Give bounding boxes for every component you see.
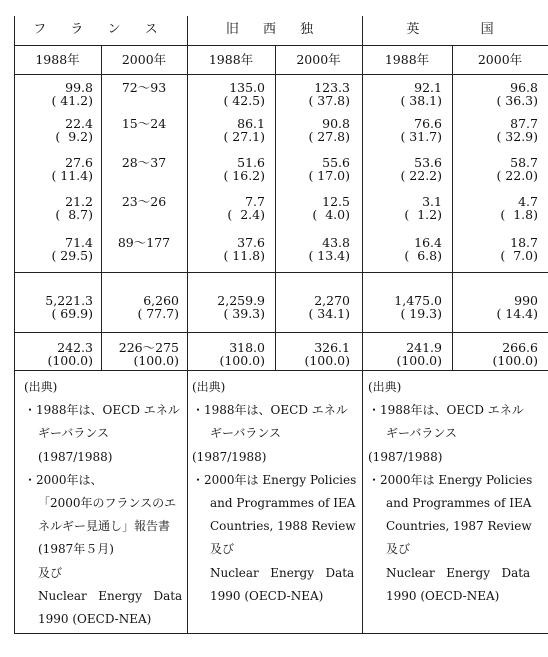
source-notes-france [24,376,182,631]
cell-value: 242.3 [57,340,93,355]
rule [187,16,188,633]
cell-value: 226～275 [118,340,179,355]
cell-value: 51.6 [237,155,265,170]
cell-value: 15～24 [121,116,167,131]
notes-line: ・1988年は、OECD エネル [192,403,348,418]
cell-value: 43.8 [322,235,350,250]
notes-line: (出典) [24,380,58,394]
cell-value: 2,270 [314,293,350,308]
rule [14,332,548,333]
cell-percent: ( 2.4) [227,207,265,222]
year-header: 2000年 [121,52,167,67]
cell-percent: ( 1.2) [404,207,442,222]
cell-percent: ( 69.9) [51,306,93,321]
cell-value: 5,221.3 [45,293,93,308]
cell-value: 241.9 [406,340,442,355]
cell-percent: ( 11.8) [223,248,265,263]
notes-line: 1990 (OECD-NEA) [38,612,152,627]
cell-percent: ( 41.2) [51,93,93,108]
rule [14,272,548,273]
year-header: 2000年 [296,52,341,67]
cell-value: 22.4 [65,116,93,131]
cell-value: 99.8 [65,80,93,95]
notes-line: ギーバランス [386,426,458,441]
notes-line: Countries, 1988 Review [210,519,356,534]
cell-value: 76.6 [414,116,442,131]
cell-percent: ( 31.7) [400,129,442,144]
notes-line: Nuclear Energy Data [386,565,531,580]
cell-value: 27.6 [65,155,93,170]
rule [14,74,548,75]
header-west-germany: 旧 西 独 [225,22,324,37]
cell-value: 55.6 [322,155,350,170]
cell-percent: ( 34.1) [308,306,350,321]
notes-line: ギーバランス [38,426,110,441]
cell-percent: ( 29.5) [51,248,93,263]
cell-percent: (100.0) [396,353,442,368]
notes-line: 及び [386,542,411,557]
cell-percent: ( 16.2) [223,168,265,183]
notes-line: (出典) [192,380,226,394]
notes-line: Nuclear Energy Data [38,588,183,603]
cell-percent: ( 77.7) [137,306,179,321]
cell-percent: (100.0) [219,353,265,368]
cell-value: 123.3 [314,80,350,95]
cell-value: 12.5 [322,194,350,209]
cell-percent: ( 8.7) [55,207,93,222]
cell-percent: ( 7.0) [500,248,538,263]
cell-percent: ( 37.8) [308,93,350,108]
notes-line: (1987年５月) [38,542,114,557]
cell-percent: ( 32.9) [496,129,538,144]
notes-line: (1987/1988) [368,449,443,464]
cell-percent: (100.0) [304,353,350,368]
cell-value: 53.6 [414,155,442,170]
cell-percent: ( 36.3) [496,93,538,108]
notes-line: 及び [210,542,235,557]
cell-percent: ( 22.2) [400,168,442,183]
notes-line: (1987/1988) [38,449,113,464]
cell-value: 72～93 [121,80,167,95]
year-header: 1988年 [208,52,254,67]
notes-line: and Programmes of IEA [210,496,356,511]
cell-percent: (100.0) [133,353,179,368]
cell-value: 2,259.9 [217,293,265,308]
source-notes-west-germany [192,376,356,608]
cell-value: 18.7 [510,235,538,250]
notes-line: ギーバランス [210,426,282,441]
notes-line: (出典) [368,380,402,394]
notes-line: Countries, 1987 Review [386,519,532,534]
cell-percent: ( 14.4) [496,306,538,321]
notes-line: (1987/1988) [192,449,267,464]
cell-value: 1,475.0 [394,293,442,308]
cell-value: 58.7 [510,155,538,170]
rule [14,633,548,634]
cell-percent: ( 27.8) [308,129,350,144]
cell-value: 318.0 [229,340,265,355]
cell-value: 23～26 [121,194,167,209]
cell-percent: ( 27.1) [223,129,265,144]
notes-line: 1990 (OECD-NEA) [386,588,500,603]
cell-percent: ( 19.3) [400,306,442,321]
cell-value: 87.7 [510,116,538,131]
cell-value: 92.1 [414,80,442,95]
cell-value: 266.6 [502,340,538,355]
notes-line: 「2000年のフランスのエ [38,496,177,511]
cell-value: 86.1 [237,116,265,131]
rule [14,370,548,371]
cell-percent: ( 6.8) [404,248,442,263]
cell-value: 4.7 [518,194,538,209]
notes-line: Nuclear Energy Data [210,565,355,580]
notes-line: and Programmes of IEA [386,496,532,511]
notes-line: 1990 (OECD-NEA) [210,588,324,603]
cell-value: 16.4 [414,235,442,250]
year-header: 1988年 [35,52,80,67]
rule [14,16,15,633]
cell-percent: ( 11.4) [51,168,93,183]
cell-percent: ( 38.1) [400,93,442,108]
year-header: 1988年 [384,52,430,67]
cell-percent: ( 42.5) [223,93,265,108]
notes-line: ・1988年は、OECD エネル [24,403,180,418]
rule [452,45,453,371]
cell-value: 7.7 [245,194,265,209]
cell-percent: ( 1.8) [500,207,538,222]
notes-line: ・2000年は Energy Policies [368,472,533,487]
cell-value: 71.4 [65,235,93,250]
cell-percent: (100.0) [47,353,93,368]
cell-value: 96.8 [510,80,538,95]
cell-percent: ( 22.0) [496,168,538,183]
cell-value: 990 [514,293,538,308]
rule [362,16,363,633]
source-notes-uk [368,376,532,608]
cell-value: 37.6 [237,235,265,250]
cell-value: 90.8 [322,116,350,131]
cell-percent: ( 9.2) [55,129,93,144]
header-uk: 英 国 [406,22,504,37]
notes-line: ・2000年は Energy Policies [192,472,357,487]
notes-line: ネルギー見通し」報告書 [38,519,171,534]
cell-value: 21.2 [65,194,93,209]
cell-value: 89～177 [117,235,171,250]
cell-value: 326.1 [314,340,350,355]
year-header: 2000年 [477,52,523,67]
rule [101,45,102,371]
notes-line: 及び [38,565,63,580]
cell-value: 6,260 [143,293,179,308]
cell-value: 3.1 [422,194,442,209]
cell-value: 135.0 [229,80,265,95]
cell-percent: ( 13.4) [308,248,350,263]
cell-percent: ( 17.0) [308,168,350,183]
header-france: フ ラ ン ス [33,22,168,37]
rule [14,45,548,46]
cell-percent: ( 4.0) [312,207,350,222]
cell-percent: (100.0) [492,353,538,368]
cell-percent: ( 39.3) [223,306,265,321]
cell-value: 28～37 [121,155,167,170]
notes-line: ・2000年は、 [24,472,103,487]
notes-line: ・1988年は、OECD エネル [368,403,524,418]
